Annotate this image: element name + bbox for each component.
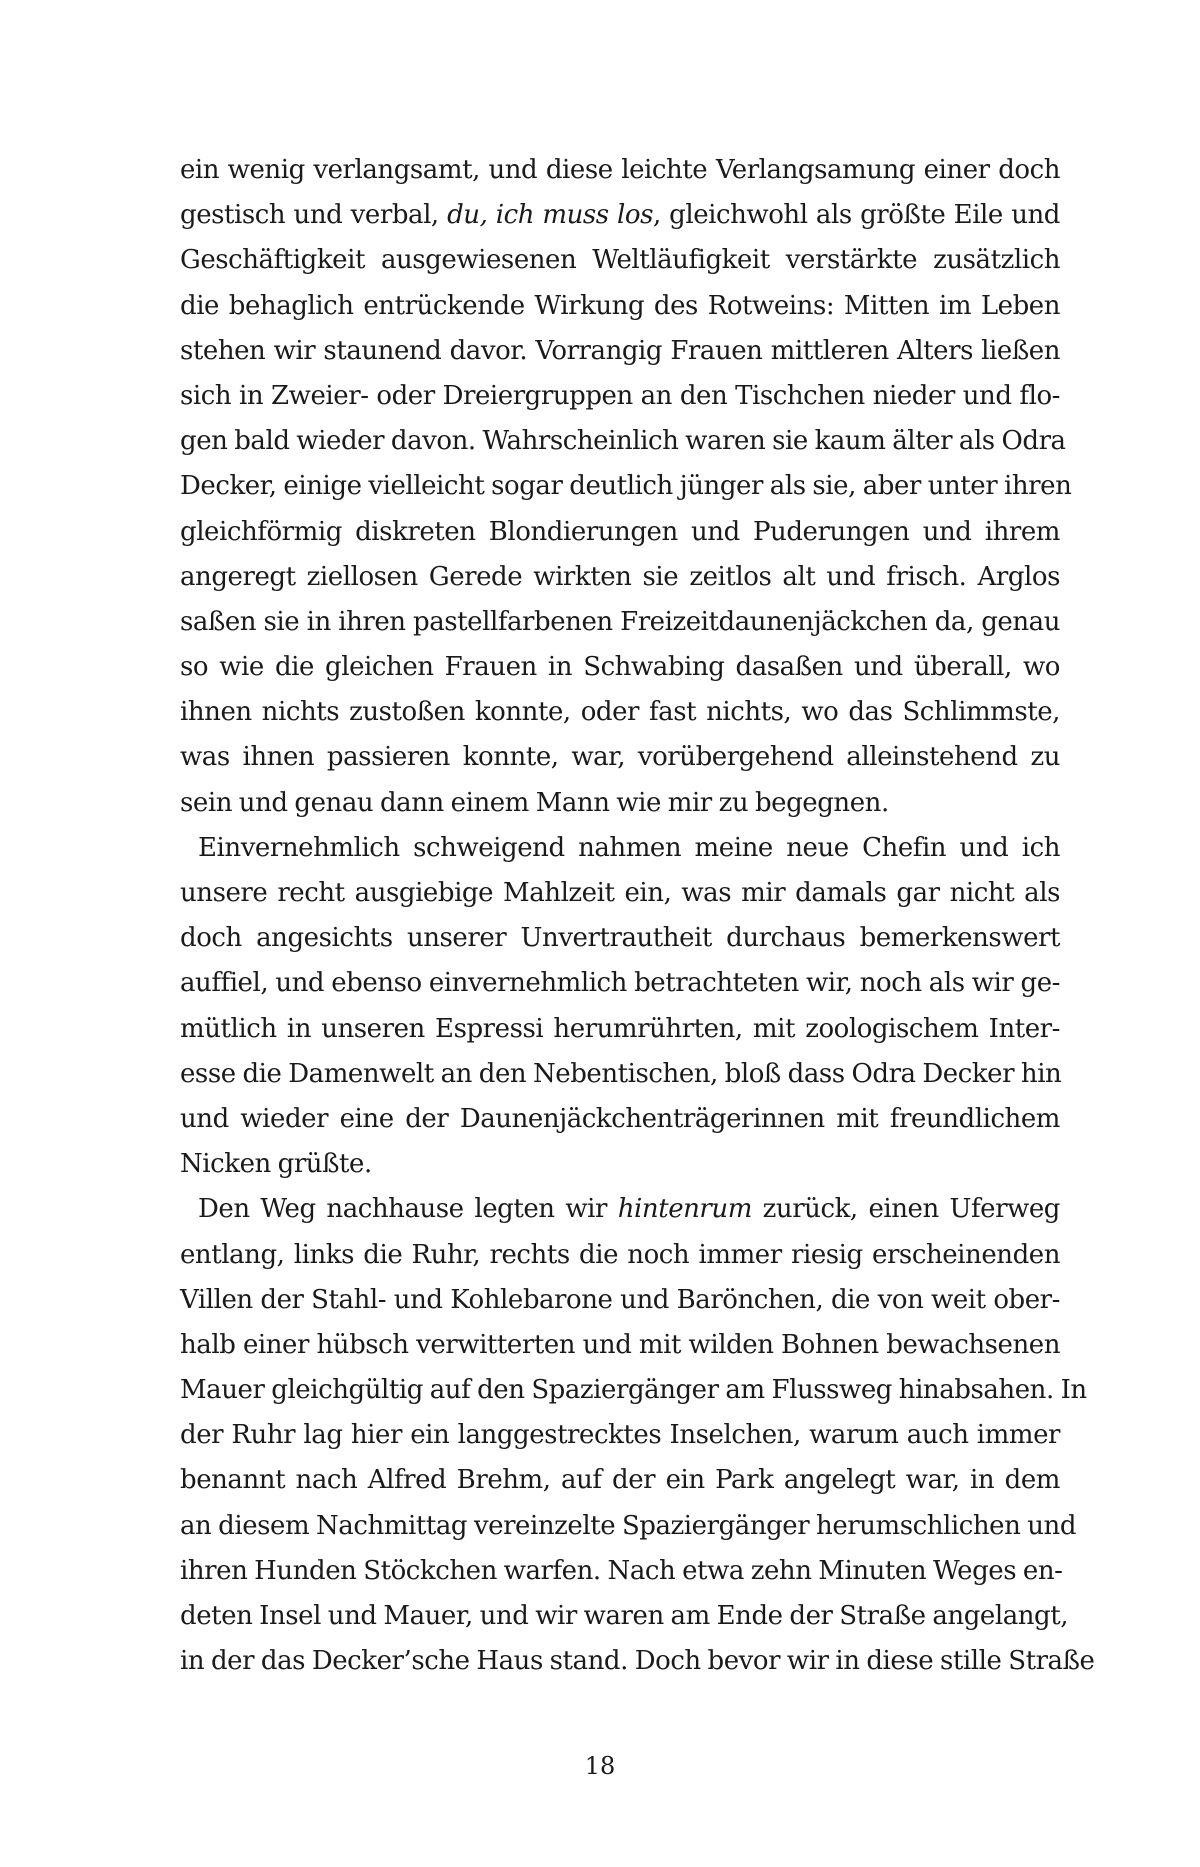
text-line: auffiel, und ebenso einvernehmlich betrachteten wir, noch als wir ge-	[180, 968, 1060, 999]
text-line: mütlich in unseren Espressi herumrührten, mit zoologischem Inter-	[180, 1013, 1060, 1044]
text-line: gestisch und verbal, du, ich muss los, gleichwohl als größte Eile und	[180, 200, 1060, 231]
text-line: sich in Zweier- oder Dreiergruppen an den Tischchen nieder und flo-	[180, 380, 1060, 411]
text-line: Decker, einige vielleicht sogar deutlich jünger als sie, aber unter ihren	[180, 471, 1072, 502]
text-line: angeregt ziellosen Gerede wirkten sie zeitlos alt und frisch. Arglos	[180, 561, 1060, 592]
text-line: Nicken grüßte.	[180, 1149, 372, 1180]
text-line: in der das Decker’sche Haus stand. Doch bevor wir in diese stille Straße	[180, 1646, 1095, 1677]
text-line: und wieder eine der Daunenjäckchenträgerinnen mit freundlichem	[180, 1103, 1060, 1134]
text-line: ihren Hunden Stöckchen warfen. Nach etwa zehn Minuten Weges en-	[180, 1555, 1063, 1586]
paragraph	[180, 826, 1060, 1188]
text-line: an diesem Nachmittag vereinzelte Spaziergänger herumschlichen und	[180, 1510, 1077, 1541]
text-line: ihnen nichts zustoßen konnte, oder fast nichts, wo das Schlimmste,	[180, 697, 1060, 728]
paragraph	[180, 148, 1072, 826]
text-line: entlang, links die Ruhr, rechts die noch immer riesig erscheinenden	[180, 1239, 1060, 1270]
text-line: halb einer hübsch verwitterten und mit wilden Bohnen bewachsenen	[180, 1329, 1060, 1360]
text-line: esse die Damenwelt an den Nebentischen, bloß dass Odra Decker hin	[180, 1058, 1062, 1089]
text-line: gen bald wieder davon. Wahrscheinlich waren sie kaum älter als Odra	[180, 426, 1066, 457]
text-line: saßen sie in ihren pastellfarbenen Freizeitdaunenjäckchen da, genau	[180, 606, 1060, 637]
text-line: Mauer gleichgültig auf den Spaziergänger am Flussweg hinabsahen. In	[180, 1375, 1087, 1406]
text-line: so wie die gleichen Frauen in Schwabing dasaßen und überall, wo	[180, 652, 1060, 683]
text-line: Geschäftigkeit ausgewiesenen Weltläufigkeit verstärkte zusätzlich	[180, 245, 1060, 276]
text-line: die behaglich entrückende Wirkung des Rotweins: Mitten im Leben	[180, 290, 1060, 321]
italic-phrase: du, ich muss los	[447, 200, 653, 231]
text-line: deten Insel und Mauer, und wir waren am Ende der Straße angelangt,	[180, 1601, 1069, 1631]
body-text	[180, 148, 1095, 1684]
text-line: stehen wir staunend davor. Vorrangig Frauen mittleren Alters ließen	[180, 335, 1060, 366]
text-line: unsere recht ausgiebige Mahlzeit ein, was mir damals gar nicht als	[180, 878, 1060, 908]
text-line: was ihnen passieren konnte, war, vorübergehend alleinstehend zu	[180, 742, 1060, 773]
text-line: Villen der Stahl- und Kohlebarone und Barönchen, die von weit ober-	[180, 1284, 1060, 1315]
italic-phrase: hintenrum	[617, 1194, 752, 1225]
text-line: benannt nach Alfred Brehm, auf der ein Park angelegt war, in dem	[180, 1465, 1060, 1496]
page-number: 18	[584, 1752, 616, 1780]
text-line: Einvernehmlich schweigend nahmen meine neue Chefin und ich	[198, 832, 1060, 863]
text-line: sein und genau dann einem Mann wie mir zu begegnen.	[180, 787, 889, 818]
text-line: gleichförmig diskreten Blondierungen und Puderungen und ihrem	[180, 516, 1060, 547]
text-line: ein wenig verlangsamt, und diese leichte Verlangsamung einer doch	[180, 155, 1060, 185]
text-line: doch angesichts unserer Unvertrautheit durchaus bemerkenswert	[180, 923, 1060, 954]
text-line: Den Weg nachhause legten wir hintenrum zurück, einen Uferweg	[198, 1194, 1060, 1225]
paragraph	[180, 1187, 1095, 1684]
text-line: der Ruhr lag hier ein langgestrecktes Inselchen, warum auch immer	[180, 1420, 1060, 1451]
